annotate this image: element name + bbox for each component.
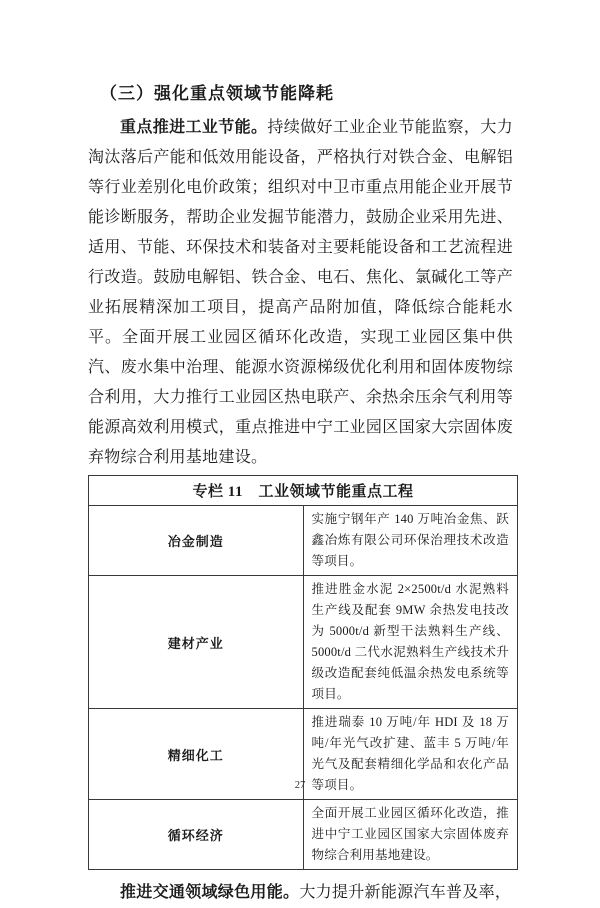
paragraph-transport-lead: 推进交通领域绿色用能。 [120,884,300,901]
table-row [89,800,518,870]
row-label-circular-economy: 循环经济 [89,800,304,870]
paragraph-industry-energy-saving [88,113,513,473]
row-content-circular-economy: 全面开展工业园区循环化改造，推进中宁工业园区国家大宗固体废弃物综合利用基地建设。 [303,800,518,870]
row-content-metallurgy: 实施宁钢年产 140 万吨冶金焦、跃鑫冶炼有限公司环保治理技术改造等项目。 [303,506,518,576]
paragraph-industry-body: 持续做好工业企业节能监察，大力淘汰落后产能和低效用能设备，严格执行对铁合金、电解铝等行业差别化电价政策；组织对中卫市重点用能企业开展节能诊断服务，帮助企业发掘节能潜力，鼓励企业采用先进、适用、节能、环保技术和装备对主要耗能设备和工艺流程进行改造。鼓励电解铝、铁合金、电石、焦化、氯碱化工等产业拓展精深加工项目，提高产品附加值，降低综合能耗水平。全面开展工业园区循环化改造，实现工业园区集中供汽、废水集中治理、能源水资源梯级优化利用和固体废物综合利用，大力推行工业园区热电联产、余热余压余气利用等能源高效利用模式，重点推进中宁工业园区国家大宗固体废弃物综合利用基地建设。 [88,119,513,466]
paragraph-transport-energy [88,878,513,908]
paragraph-industry-lead: 重点推进工业节能。 [120,119,268,136]
row-content-building-materials: 推进胜金水泥 2×2500t/d 水泥熟料生产线及配套 9MW 余热发电技改为 5000t/d 新型干法熟料生产线、5000t/d 二代水泥熟料生产线技术升级改造配套纯低温余热发电系统等项目。 [303,576,518,709]
table-row [89,576,518,709]
paragraph-transport-body: 大力提升新能源汽车普及率， [299,884,512,901]
table-title: 专栏 11 工业领域节能重点工程 [89,476,518,506]
table-row [89,506,518,576]
table-title-row [89,476,518,506]
row-label-building-materials: 建材产业 [89,576,304,709]
row-label-fine-chemicals: 精细化工 [89,709,304,800]
section-heading: （三）强化重点领域节能降耗 [100,84,334,103]
row-label-metallurgy: 冶金制造 [89,506,304,576]
page-number: 27 [294,780,306,791]
row-content-fine-chemicals: 推进瑞泰 10 万吨/年 HDI 及 18 万吨/年光气改扩建、蓝丰 5 万吨/年光气及配套精细化学品和农化产品等项目。 [303,709,518,800]
key-projects-table [88,475,518,870]
